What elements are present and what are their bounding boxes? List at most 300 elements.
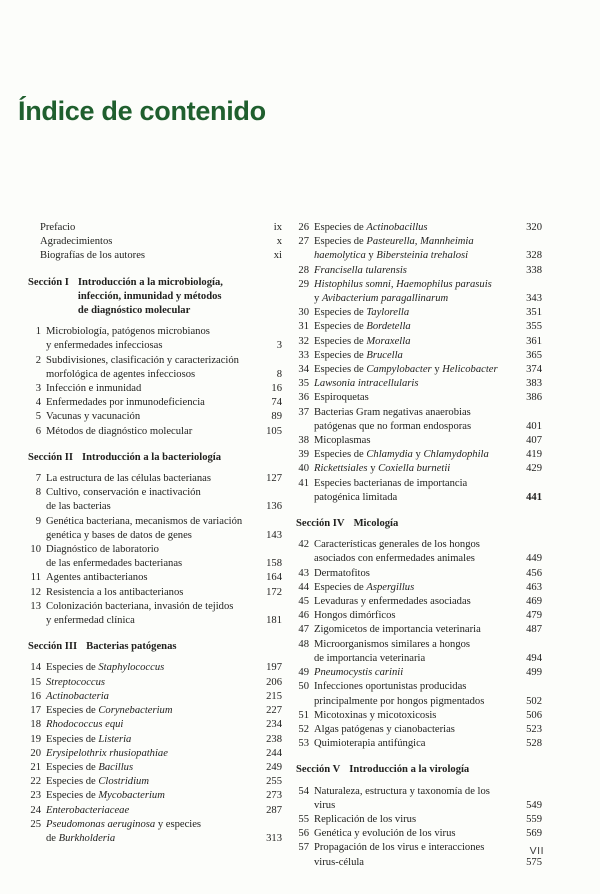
text-run: Especies de (314, 236, 367, 248)
italic-taxon: Aspergillus (366, 581, 415, 593)
chapter-page: 313 (266, 832, 282, 844)
chapter-title (46, 354, 252, 382)
chapter-title (46, 425, 252, 439)
text-run: y enfermedad clínica (46, 615, 135, 627)
chapter-title (46, 515, 252, 543)
chapter-title (46, 761, 252, 775)
italic-taxon: Campylobacter (366, 364, 432, 376)
chapter-title (314, 785, 512, 813)
chapter-number: 22 (30, 776, 41, 788)
chapter-page: 127 (266, 473, 282, 485)
toc-entry (28, 472, 282, 486)
toc-entry (28, 396, 282, 410)
italic-taxon: Chlamydia (366, 449, 413, 461)
text-run: Micotoxinas y micotoxicosis (314, 709, 437, 721)
chapter-number: 18 (30, 719, 41, 731)
italic-taxon: Brucella (366, 349, 403, 361)
chapter-title (314, 406, 512, 434)
chapter-title (314, 363, 512, 377)
chapter-number: 32 (298, 335, 309, 347)
toc-entry (296, 737, 542, 751)
chapter-title (314, 221, 512, 235)
toc-entry (296, 221, 542, 235)
italic-taxon: Moraxella (366, 335, 411, 347)
text-run: Dermatofitos (314, 567, 370, 579)
chapter-number: 42 (298, 539, 309, 551)
text-run: de (46, 832, 59, 844)
chapter-title (46, 472, 252, 486)
toc-entry (28, 733, 282, 747)
chapter-title (314, 349, 512, 363)
front-matter-item (28, 249, 282, 263)
toc-entry (296, 785, 542, 813)
chapter-title (46, 543, 252, 571)
chapter-page: 419 (526, 449, 542, 461)
page-title: Índice de contenido (18, 96, 266, 126)
text-run: Genética bacteriana, mecanismos de variación (46, 515, 243, 527)
toc-entry (28, 571, 282, 585)
chapter-title (46, 704, 252, 718)
chapter-number: 25 (30, 818, 41, 830)
italic-taxon: Pneumocystis carinii (314, 667, 404, 679)
chapter-page: 164 (266, 572, 282, 584)
chapter-title (46, 690, 252, 704)
front-matter-page: ix (273, 222, 282, 233)
toc-entry (296, 827, 542, 841)
chapter-number: 17 (30, 705, 41, 717)
chapter-number: 6 (35, 425, 41, 437)
text-run: Microbiología, patógenos microbianos (46, 326, 210, 338)
section-label: Sección III (28, 641, 78, 653)
chapter-number: 54 (298, 785, 309, 797)
chapter-number: 14 (30, 662, 41, 674)
toc-entry (28, 761, 282, 775)
text-run: Infecciones oportunistas producidas (314, 681, 467, 693)
text-run: asociados con enfermedades animales (314, 553, 475, 565)
chapter-page: 338 (526, 264, 542, 276)
toc-entry (296, 680, 542, 708)
chapter-title (46, 396, 252, 410)
chapter-page: 255 (266, 776, 282, 788)
chapter-number: 15 (30, 676, 41, 688)
chapter-title (314, 278, 512, 306)
chapter-page: 287 (266, 804, 282, 816)
toc-entry (28, 661, 282, 675)
chapter-page: 351 (526, 307, 542, 319)
toc-entry (296, 306, 542, 320)
chapter-title (46, 571, 252, 585)
chapter-title (314, 680, 512, 708)
toc-entry (296, 391, 542, 405)
section-heading (28, 451, 282, 465)
toc-entry (28, 676, 282, 690)
chapter-number: 35 (298, 378, 309, 390)
toc-entry (296, 477, 542, 505)
chapter-number: 13 (30, 600, 41, 612)
section-title (349, 763, 542, 777)
front-matter-block (28, 221, 282, 264)
chapter-page: 494 (526, 652, 542, 664)
chapter-title (46, 775, 252, 789)
section-title (86, 640, 282, 654)
chapter-number: 10 (30, 544, 41, 556)
text-run: Microorganismos similares a hongos (314, 638, 471, 650)
italic-taxon: haemolytica (314, 250, 366, 262)
chapter-page: 365 (526, 349, 542, 361)
toc-entry (28, 804, 282, 818)
italic-taxon: Staphylococcus (98, 662, 165, 674)
toc-entry (296, 581, 542, 595)
section-label: Sección II (28, 451, 74, 463)
chapter-page: 244 (266, 747, 282, 759)
chapter-number: 41 (298, 477, 309, 489)
text-run: Especies de (46, 776, 99, 788)
text-run: Naturaleza, estructura y taxonomía de los virus (314, 785, 490, 811)
text-run: Introducción a la microbiología, (77, 276, 223, 288)
chapter-page: 197 (266, 662, 282, 674)
italic-taxon: Rickettsiales (314, 463, 368, 475)
text-run: Zigomicetos de importancia veterinaria (314, 624, 481, 636)
chapter-number: 23 (30, 790, 41, 802)
section-title (78, 276, 282, 319)
chapter-number: 56 (298, 828, 309, 840)
text-run: Quimioterapia antifúngica (314, 738, 426, 750)
toc-entry (28, 789, 282, 803)
chapter-title (314, 737, 512, 751)
chapter-page: 506 (526, 709, 542, 721)
text-run: Agentes antibacterianos (46, 572, 148, 584)
chapter-title (314, 666, 512, 680)
toc-entry (296, 638, 542, 666)
chapter-number: 44 (298, 581, 309, 593)
chapter-page: 3 (276, 340, 282, 352)
chapter-number: 12 (30, 586, 41, 598)
text-run: Especies de (46, 733, 99, 745)
chapter-number: 21 (30, 761, 41, 773)
text-run: patogénica limitada (314, 491, 398, 503)
italic-taxon: Taylorella (366, 307, 410, 319)
text-run: Propagación de los virus e interacciones (314, 842, 485, 854)
chapter-number: 24 (30, 804, 41, 816)
italic-taxon: Coxiella burnetii (378, 463, 451, 475)
chapter-title (314, 813, 512, 827)
chapter-title (314, 609, 512, 623)
toc-entry (296, 335, 542, 349)
chapter-page: 8 (276, 368, 282, 380)
text-run: patógenas que no forman endosporas (314, 420, 472, 432)
chapter-page: 528 (526, 738, 542, 750)
text-run: principalmente por hongos pigmentados (314, 695, 485, 707)
chapter-page: 407 (526, 435, 542, 447)
chapter-page: 227 (266, 705, 282, 717)
section-title (82, 451, 282, 465)
chapter-title (314, 335, 512, 349)
chapter-number: 50 (298, 681, 309, 693)
chapter-number: 48 (298, 638, 309, 650)
text-run: morfológica de agentes infecciosos (46, 368, 196, 380)
toc-entry (28, 325, 282, 353)
italic-taxon: Bacillus (98, 761, 134, 773)
chapter-page: 249 (266, 761, 282, 773)
italic-taxon: Clostridium (98, 776, 149, 788)
toc-entry (296, 538, 542, 566)
toc-entry (28, 382, 282, 396)
chapter-number: 19 (30, 733, 41, 745)
toc-entry (28, 718, 282, 732)
text-run: Especies de (314, 449, 367, 461)
chapter-title (46, 600, 252, 628)
chapter-page: 234 (266, 719, 282, 731)
toc-entry (296, 235, 542, 263)
chapter-page: 143 (266, 529, 282, 541)
chapter-number: 49 (298, 667, 309, 679)
toc-entry (296, 567, 542, 581)
text-run: Genética y evolución de los virus (314, 828, 456, 840)
chapter-page: 549 (526, 799, 542, 811)
chapter-number: 20 (30, 747, 41, 759)
chapter-page: 559 (526, 813, 542, 825)
italic-taxon: Mycobacterium (98, 790, 165, 802)
text-run: Levaduras y enfermedades asociadas (314, 596, 471, 608)
chapter-number: 51 (298, 709, 309, 721)
chapter-number: 26 (298, 222, 309, 233)
text-run: Bacterias Gram negativas anaerobias (314, 406, 471, 418)
toc-entry (28, 747, 282, 761)
text-run: de las bacterias (46, 501, 111, 513)
toc-entry (296, 349, 542, 363)
chapter-number: 57 (298, 842, 309, 854)
chapter-page: 499 (526, 667, 542, 679)
text-run: La estructura de las células bacterianas (46, 473, 211, 485)
text-run: Subdivisiones, clasificación y caracterización (46, 354, 239, 366)
chapter-title (314, 538, 512, 566)
chapter-page: 469 (526, 596, 542, 608)
toc-entry (296, 623, 542, 637)
chapter-page: 320 (526, 222, 542, 233)
text-run: y (412, 449, 424, 461)
italic-taxon: Corynebacterium (98, 705, 173, 717)
chapter-number: 30 (298, 307, 309, 319)
italic-taxon: Lawsonia intracellularis (314, 378, 419, 390)
chapter-page: 456 (526, 567, 542, 579)
italic-taxon: Bibersteinia trehalosi (376, 250, 469, 262)
chapter-number: 47 (298, 624, 309, 636)
chapter-page: 569 (526, 828, 542, 840)
chapter-page: 429 (526, 463, 542, 475)
toc-entry (28, 586, 282, 600)
chapter-title (314, 827, 512, 841)
chapter-page: 441 (526, 491, 542, 503)
chapter-number: 43 (298, 567, 309, 579)
toc-entry (28, 486, 282, 514)
toc-entry (28, 818, 282, 846)
chapter-title (314, 462, 512, 476)
chapter-page: 343 (526, 293, 542, 305)
chapter-title (314, 320, 512, 334)
italic-taxon: Burkholderia (58, 832, 116, 844)
text-run: Infección e inmunidad (46, 383, 142, 395)
chapter-title (314, 723, 512, 737)
chapter-page: 386 (526, 392, 542, 404)
chapter-title (314, 391, 512, 405)
italic-taxon: Bordetella (366, 321, 411, 333)
chapter-title (314, 595, 512, 609)
chapter-title (314, 235, 512, 263)
chapter-page: 181 (266, 615, 282, 627)
text-run: Especies de (46, 790, 99, 802)
toc-entry (296, 462, 542, 476)
chapter-page: 16 (271, 383, 282, 395)
folio-page-number: VII (529, 845, 544, 857)
text-run: y (431, 364, 443, 376)
section-heading (28, 276, 282, 319)
chapter-number: 8 (35, 487, 41, 499)
chapter-title (46, 661, 252, 675)
chapter-title (314, 581, 512, 595)
chapter-title (46, 676, 252, 690)
italic-taxon: Streptococcus (46, 676, 106, 688)
chapter-page: 361 (526, 335, 542, 347)
chapter-number: 46 (298, 610, 309, 622)
italic-taxon: Pseudomonas aeruginosa (46, 818, 156, 830)
toc-entry (28, 515, 282, 543)
chapter-page: 89 (271, 411, 282, 423)
chapter-title (46, 586, 252, 600)
text-run: genética y bases de datos de genes (46, 529, 192, 541)
toc-entry (296, 363, 542, 377)
text-run: Cultivo, conservación e inactivación (46, 487, 201, 499)
chapter-number: 4 (35, 397, 41, 409)
text-run: Especies de (314, 581, 367, 593)
chapter-title (314, 377, 512, 391)
text-run: Especies de (314, 321, 367, 333)
italic-taxon: Erysipelothrix rhusiopathiae (46, 747, 168, 759)
italic-taxon: Chlamydophila (423, 449, 489, 461)
chapter-page: 158 (266, 558, 282, 570)
toc-entry (28, 425, 282, 439)
chapter-title (314, 709, 512, 723)
toc-entry (28, 775, 282, 789)
chapter-title (314, 434, 512, 448)
chapter-title (46, 789, 252, 803)
chapter-number: 9 (35, 515, 41, 527)
italic-taxon: Actinobacteria (46, 690, 109, 702)
chapter-number: 11 (30, 572, 41, 584)
text-run: Resistencia a los antibacterianos (46, 586, 184, 598)
chapter-page: 449 (526, 553, 542, 565)
toc-entry (296, 406, 542, 434)
chapter-page: 374 (526, 364, 542, 376)
text-run: Micoplasmas (314, 435, 371, 447)
chapter-title (314, 264, 512, 278)
text-run: Micología (353, 518, 399, 530)
chapter-title (314, 841, 512, 869)
text-run: Características generales de los hongos (314, 539, 480, 551)
front-matter-page: x (276, 236, 282, 248)
text-run: Vacunas y vacunación (46, 411, 141, 423)
toc-entry (28, 410, 282, 424)
toc-entry (28, 690, 282, 704)
front-matter-label: Biografías de los autores (40, 250, 146, 262)
text-run: y (365, 250, 377, 262)
front-matter-label: Agradecimientos (40, 236, 113, 248)
chapter-title (46, 804, 252, 818)
chapter-title (314, 477, 512, 505)
chapter-title (46, 818, 252, 846)
chapter-title (46, 747, 252, 761)
chapter-number: 55 (298, 813, 309, 825)
toc-entry (296, 709, 542, 723)
toc-entry (28, 354, 282, 382)
toc-entry (296, 320, 542, 334)
front-matter-page: xi (273, 250, 282, 262)
chapter-page: 273 (266, 790, 282, 802)
chapter-number: 45 (298, 596, 309, 608)
chapter-number: 3 (35, 383, 41, 395)
chapter-page: 575 (526, 856, 542, 868)
chapter-number: 36 (298, 392, 309, 404)
text-run: Métodos de diagnóstico molecular (46, 425, 193, 437)
section-heading (296, 763, 542, 777)
text-run: Especies de (314, 222, 367, 233)
section-heading (28, 640, 282, 654)
toc-entry (296, 723, 542, 737)
front-matter-label: Prefacio (40, 222, 76, 233)
toc-entry (296, 666, 542, 680)
chapter-number: 2 (35, 354, 41, 366)
text-run: Especies de (314, 307, 367, 319)
toc-column-right (296, 221, 542, 870)
text-run: Especies de (314, 349, 367, 361)
text-run: Enfermedades por inmunodeficiencia (46, 397, 205, 409)
text-run: y (367, 463, 379, 475)
text-run: Introducción a la virología (349, 764, 470, 776)
section-title (354, 517, 542, 531)
toc-entry (296, 595, 542, 609)
text-run: Colonización bacteriana, invasión de tejidos (46, 600, 234, 612)
chapter-title (46, 382, 252, 396)
section-heading (296, 517, 542, 531)
section-label: Sección I (28, 276, 69, 288)
toc-entry (296, 264, 542, 278)
chapter-page: 74 (271, 397, 282, 409)
chapter-number: 27 (298, 236, 309, 248)
chapter-page: 215 (266, 690, 282, 702)
chapter-title (46, 325, 252, 353)
toc-column-left (28, 221, 282, 846)
italic-taxon: Listeria (98, 733, 132, 745)
italic-taxon: Histophilus somni, Haemophilus parasuis (314, 278, 492, 290)
chapter-number: 38 (298, 435, 309, 447)
chapter-page: 172 (266, 586, 282, 598)
toc-entry (296, 609, 542, 623)
toc-entry (296, 377, 542, 391)
text-run: virus-célula (314, 856, 365, 868)
chapter-number: 53 (298, 738, 309, 750)
chapter-page: 487 (526, 624, 542, 636)
chapter-page: 502 (526, 695, 542, 707)
text-run: Replicación de los virus (314, 813, 417, 825)
text-run: Bacterias patógenas (86, 641, 177, 653)
front-matter-item (28, 221, 282, 235)
text-run: y especies (155, 818, 202, 830)
chapter-title (46, 718, 252, 732)
chapter-page: 355 (526, 321, 542, 333)
section-label: Sección IV (296, 518, 345, 530)
text-run: y (314, 293, 322, 305)
italic-taxon: Francisella tularensis (314, 264, 407, 276)
text-run: Algas patógenas y cianobacterias (314, 723, 455, 735)
